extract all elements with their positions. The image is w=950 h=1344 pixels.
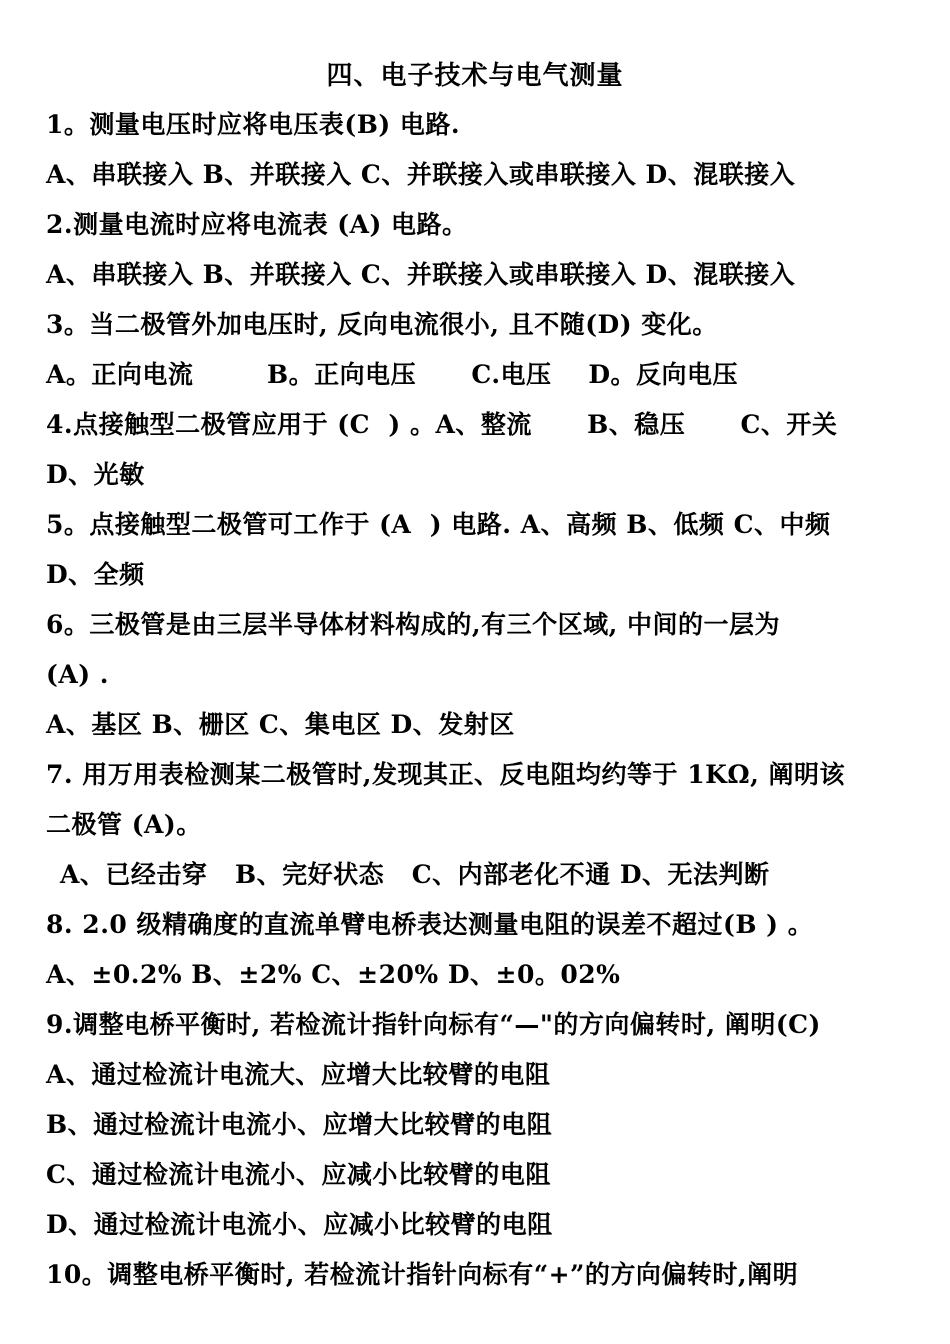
q9-option-a: A、通过检流计电流大、应增大比较臂的电阻 <box>46 1060 551 1089</box>
q9-option-b: B、通过检流计电流小、应增大比较臂的电阻 <box>46 1110 553 1139</box>
q6-stem-continued: (A) . <box>46 660 109 689</box>
q1-stem: 1。测量电压时应将电压表(B) 电路. <box>46 110 461 139</box>
q10-stem: 10。调整电桥平衡时, 若检流计指针向标有“+”的方向偏转时,阐明 <box>46 1260 799 1289</box>
q6-options: A、基区 B、栅区 C、集电区 D、发射区 <box>46 710 515 739</box>
q4-stem: 4.点接触型二极管应用于 (C ) 。A、整流 B、稳压 C、开关 <box>46 410 838 439</box>
q2-stem: 2.测量电流时应将电流表 (A) 电路。 <box>46 210 468 239</box>
q9-option-c: C、通过检流计电流小、应减小比较臂的电阻 <box>46 1160 551 1189</box>
document-title: 四、电子技术与电气测量 <box>326 61 624 91</box>
q8-options: A、±0.2% B、±2% C、±20% D、±0。02% <box>46 960 621 989</box>
q3-options: A。正向电流 B。正向电压 C.电压 D。反向电压 <box>46 360 739 389</box>
q4-stem-continued: D、光敏 <box>46 460 145 489</box>
q5-stem-continued: D、全频 <box>46 560 145 589</box>
q1-options: A、串联接入 B、并联接入 C、并联接入或串联接入 D、混联接入 <box>46 160 796 189</box>
q6-stem: 6。三极管是由三层半导体材料构成的,有三个区域, 中间的一层为 <box>46 610 781 639</box>
q9-option-d: D、通过检流计电流小、应减小比较臂的电阻 <box>46 1210 553 1239</box>
q7-stem-continued: 二极管 (A)。 <box>46 810 202 839</box>
q3-stem: 3。当二极管外加电压时, 反向电流很小, 且不随(D) 变化。 <box>46 310 718 339</box>
q5-stem: 5。点接触型二极管可工作于 (A ) 电路. A、高频 B、低频 C、中频 <box>46 510 831 539</box>
q8-stem: 8. 2.0 级精确度的直流单臂电桥表达测量电阻的误差不超过(B ) 。 <box>46 910 814 939</box>
q7-options: A、已经击穿 B、完好状态 C、内部老化不通 D、无法判断 <box>60 860 770 889</box>
q2-options: A、串联接入 B、并联接入 C、并联接入或串联接入 D、混联接入 <box>46 260 796 289</box>
q7-stem: 7. 用万用表检测某二极管时,发现其正、反电阻均约等于 1KΩ, 阐明该 <box>46 760 845 789</box>
q9-stem: 9.调整电桥平衡时, 若检流计指针向标有“—"的方向偏转时, 阐明(C) <box>46 1010 821 1039</box>
